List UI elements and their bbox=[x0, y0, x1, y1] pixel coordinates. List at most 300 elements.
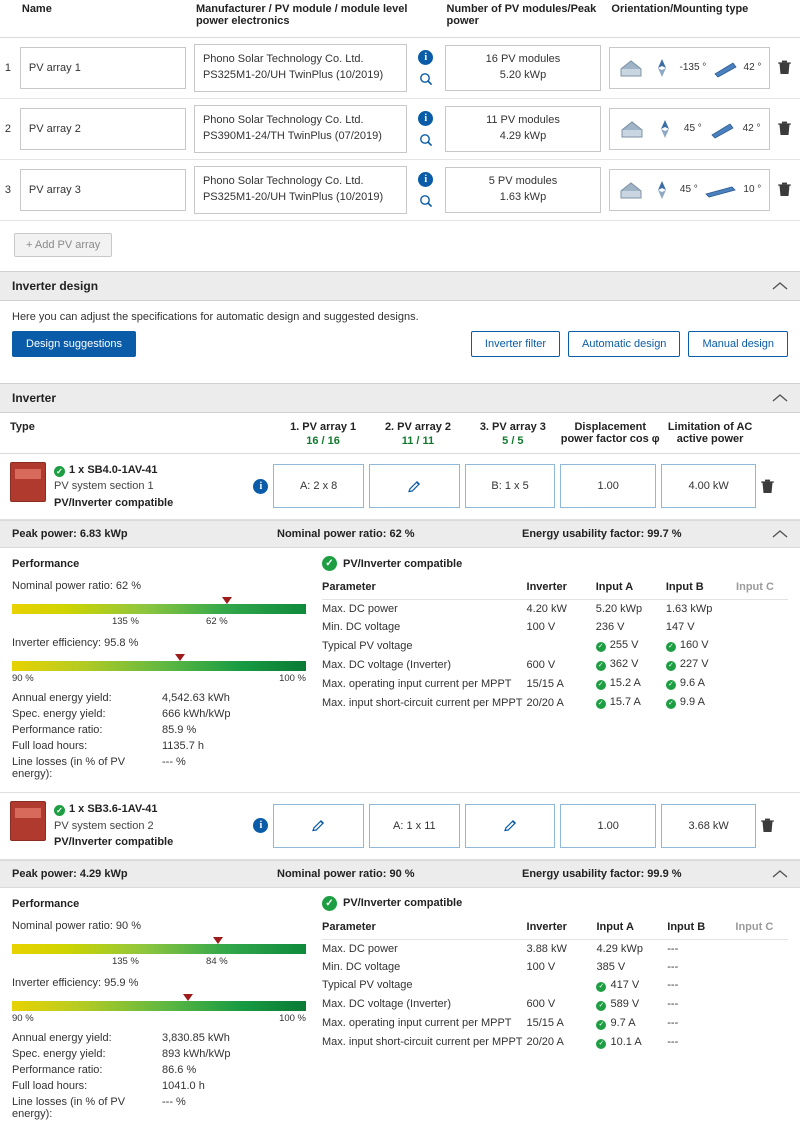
param-input-a bbox=[596, 1033, 667, 1052]
param-input-b: --- bbox=[667, 942, 679, 955]
col-array-2-label: 2. PV array 2 bbox=[384, 420, 451, 433]
inverter-efficiency-label: Inverter efficiency: 95.9 % bbox=[12, 976, 139, 989]
param-input-a: 385 V bbox=[596, 960, 626, 973]
pv-power-box[interactable] bbox=[445, 167, 602, 213]
col-array-3-label: 3. PV array 3 bbox=[479, 420, 546, 433]
param-input-a bbox=[596, 674, 666, 693]
param-input-c bbox=[736, 655, 788, 674]
house-icon bbox=[619, 118, 645, 140]
pv-array-header-row bbox=[0, 0, 800, 38]
manufacturer-value: Phono Solar Technology Co. Ltd. bbox=[202, 113, 364, 126]
status-ok-icon: ✓ bbox=[596, 982, 606, 992]
pv-array-name-cell bbox=[16, 159, 190, 220]
param-input-b-value: 227 V bbox=[679, 658, 709, 671]
efficiency-ticks bbox=[12, 673, 306, 686]
nominal-ratio-summary: Nominal power ratio: 90 % bbox=[277, 867, 415, 880]
param-input-c bbox=[735, 958, 788, 976]
table-row bbox=[322, 976, 788, 995]
inverter-table-header bbox=[0, 413, 800, 454]
param-inverter: 20/20 A bbox=[526, 1036, 564, 1049]
module-count-value: 16 PV modules bbox=[485, 53, 561, 65]
pv-array-name-cell bbox=[16, 38, 190, 99]
nominal-ratio-label: Nominal power ratio: 62 % bbox=[12, 580, 142, 593]
param-input-c bbox=[735, 976, 788, 995]
performance-title: Performance bbox=[12, 897, 80, 910]
inverter-detail-body bbox=[0, 548, 800, 792]
pv-array-name-input[interactable] bbox=[20, 108, 186, 150]
pv-module-cell bbox=[190, 159, 411, 220]
param-col-input-c: Input C bbox=[735, 919, 788, 940]
table-row bbox=[322, 995, 788, 1014]
param-input-c bbox=[736, 674, 788, 693]
inverter-compat: PV/Inverter compatible bbox=[54, 496, 174, 509]
tilt-value: 42 ° bbox=[742, 123, 761, 135]
status-ok-icon: ✓ bbox=[666, 699, 676, 709]
inverter-title-value: 1 x SB3.6-1AV-41 bbox=[69, 803, 158, 816]
module-actions-cell bbox=[411, 98, 441, 159]
performance-panel bbox=[0, 556, 318, 782]
param-input-a: 5.20 kWp bbox=[595, 603, 643, 616]
param-input-a: 236 V bbox=[595, 621, 625, 634]
status-ok-icon: ✓ bbox=[666, 680, 676, 690]
param-input-c bbox=[735, 995, 788, 1014]
param-input-b-value: 160 V bbox=[679, 639, 709, 652]
param-col-input-a: Input A bbox=[596, 579, 666, 600]
perf-key: Line losses (in % of PV energy): bbox=[12, 1095, 126, 1120]
col-power: Number of PV modules/Peak power bbox=[441, 0, 606, 38]
trash-icon[interactable] bbox=[761, 479, 790, 494]
perf-value: 4,542.63 kWh bbox=[162, 692, 230, 705]
param-input-a-value: 417 V bbox=[610, 978, 640, 991]
param-input-b-value: 9.6 A bbox=[679, 677, 705, 690]
param-inverter: 3.88 kW bbox=[526, 942, 567, 955]
pv-orientation-cell bbox=[605, 159, 774, 220]
status-ok-icon: ✓ bbox=[596, 642, 606, 652]
array-2-assignment[interactable] bbox=[369, 804, 460, 848]
perf-value: --- % bbox=[162, 756, 186, 769]
chevron-up-icon[interactable] bbox=[772, 281, 788, 291]
delete-cell bbox=[774, 98, 800, 159]
orientation-box[interactable] bbox=[609, 169, 770, 211]
status-ok-icon: ✓ bbox=[666, 661, 676, 671]
param-inverter bbox=[527, 976, 597, 995]
parameters-table bbox=[322, 579, 788, 712]
pv-array-table bbox=[0, 0, 800, 221]
pv-module-input[interactable] bbox=[194, 166, 407, 214]
col-array-2 bbox=[371, 421, 466, 447]
status-ok-icon: ✓ bbox=[322, 896, 337, 911]
perf-row bbox=[12, 690, 306, 706]
param-input-c bbox=[736, 693, 788, 712]
inverter-compat: PV/Inverter compatible bbox=[54, 836, 174, 849]
table-row bbox=[0, 38, 800, 99]
param-col-parameter: Parameter bbox=[322, 579, 527, 600]
table-row bbox=[322, 655, 788, 674]
param-input-b: --- bbox=[667, 998, 679, 1011]
col-array-3 bbox=[465, 421, 560, 447]
param-name: Min. DC voltage bbox=[322, 960, 401, 973]
col-displacement: Displacement power factor cos φ bbox=[560, 420, 660, 445]
col-name: Name bbox=[16, 0, 190, 38]
manual-design-button[interactable]: Manual design bbox=[688, 331, 788, 357]
inverter-filter-button[interactable]: Inverter filter bbox=[471, 331, 560, 357]
table-row bbox=[322, 636, 788, 655]
tilt-value: 10 ° bbox=[743, 184, 762, 196]
inverter-summary-bar[interactable] bbox=[0, 520, 800, 548]
azimuth-value: 45 ° bbox=[679, 184, 698, 196]
cos-phi-field[interactable] bbox=[560, 804, 655, 848]
param-input-a bbox=[596, 655, 666, 674]
pencil-icon bbox=[311, 818, 326, 833]
performance-title: Performance bbox=[12, 558, 80, 571]
pv-module-input[interactable] bbox=[194, 44, 407, 92]
param-input-a: 4.29 kWp bbox=[596, 942, 643, 955]
status-ok-icon: ✓ bbox=[596, 680, 606, 690]
pv-array-name-input[interactable] bbox=[20, 47, 186, 89]
param-name: Max. operating input current per MPPT bbox=[322, 1017, 512, 1030]
compat-title: PV/Inverter compatible bbox=[343, 557, 463, 570]
perf-row bbox=[12, 1062, 306, 1078]
status-ok-icon: ✓ bbox=[596, 1039, 606, 1049]
search-icon[interactable] bbox=[419, 133, 433, 147]
inverter-section-title: Inverter bbox=[12, 390, 57, 405]
info-icon[interactable]: i bbox=[253, 818, 268, 833]
automatic-design-button[interactable]: Automatic design bbox=[568, 331, 680, 357]
param-input-c bbox=[736, 600, 788, 619]
inverter-info-cell bbox=[248, 479, 273, 494]
table-row bbox=[0, 159, 800, 220]
perf-value: 1041.0 h bbox=[162, 1079, 205, 1092]
status-ok-icon: ✓ bbox=[54, 805, 65, 816]
search-icon[interactable] bbox=[419, 72, 433, 86]
param-input-c bbox=[735, 1014, 788, 1033]
param-inverter: 600 V bbox=[526, 658, 556, 671]
perf-value: --- % bbox=[162, 1095, 186, 1108]
nominal-ratio-ticks bbox=[12, 956, 306, 969]
eff-tick-left: 90 % bbox=[12, 673, 34, 685]
perf-row bbox=[12, 1030, 306, 1046]
perf-key: Spec. energy yield: bbox=[12, 708, 106, 721]
nominal-tick-right: 62 % bbox=[206, 616, 228, 628]
eff-tick-right: 100 % bbox=[279, 1012, 306, 1024]
inverter-title bbox=[54, 462, 173, 479]
trash-icon[interactable] bbox=[778, 121, 796, 136]
nominal-tick-left: 135 % bbox=[111, 955, 139, 967]
parameters-panel bbox=[318, 556, 800, 782]
perf-row bbox=[12, 1094, 306, 1122]
perf-key: Full load hours: bbox=[12, 740, 88, 753]
peak-power-summary: Peak power: 4.29 kWp bbox=[12, 867, 128, 880]
inverter-summary-bar[interactable] bbox=[0, 860, 800, 888]
perf-value: 86.6 % bbox=[162, 1063, 197, 1076]
info-icon[interactable]: i bbox=[418, 172, 433, 187]
col-array-2-count: 11 / 11 bbox=[401, 434, 435, 447]
house-icon bbox=[618, 179, 644, 201]
pv-module-cell bbox=[190, 38, 411, 99]
chevron-up-icon[interactable] bbox=[772, 393, 788, 403]
param-inverter: 600 V bbox=[526, 998, 556, 1011]
table-row bbox=[322, 600, 788, 619]
param-input-c bbox=[735, 1033, 788, 1052]
nominal-ratio-ticks bbox=[12, 616, 306, 629]
trash-icon[interactable] bbox=[778, 60, 796, 75]
usability-summary: Energy usability factor: 99.7 % bbox=[522, 528, 682, 541]
param-input-b: --- bbox=[667, 960, 679, 973]
array-1-assignment[interactable] bbox=[273, 804, 364, 848]
param-inverter: 100 V bbox=[526, 621, 556, 634]
col-array-3-count: 5 / 5 bbox=[502, 434, 524, 447]
performance-panel bbox=[0, 896, 318, 1122]
param-input-a-value: 589 V bbox=[610, 997, 640, 1010]
efficiency-ticks bbox=[12, 1013, 306, 1026]
parameters-header-row bbox=[322, 579, 788, 600]
perf-key: Annual energy yield: bbox=[12, 692, 112, 705]
param-inverter bbox=[527, 636, 596, 655]
ac-limit-field[interactable] bbox=[661, 464, 756, 508]
param-input-c bbox=[736, 618, 788, 636]
param-input-c bbox=[735, 939, 788, 958]
table-row bbox=[322, 674, 788, 693]
inverter-efficiency-label: Inverter efficiency: 95.8 % bbox=[12, 637, 139, 650]
param-input-b-value: 9.9 A bbox=[679, 696, 705, 709]
inverter-design-section-header[interactable] bbox=[0, 271, 800, 301]
pv-array-name-input[interactable] bbox=[20, 169, 186, 211]
array-3-assignment[interactable] bbox=[465, 804, 556, 848]
col-array-1-label: 1. PV array 1 bbox=[290, 420, 357, 433]
eff-tick-right: 100 % bbox=[279, 673, 306, 685]
param-input-a bbox=[596, 995, 667, 1014]
param-col-input-b: Input B bbox=[667, 919, 735, 940]
status-ok-icon: ✓ bbox=[666, 642, 676, 652]
param-input-b: --- bbox=[667, 979, 679, 992]
usability-summary: Energy usability factor: 99.9 % bbox=[522, 867, 682, 880]
param-name: Max. DC power bbox=[322, 603, 398, 616]
peak-power-value: 5.20 kWp bbox=[499, 68, 547, 81]
compat-title: PV/Inverter compatible bbox=[343, 897, 463, 910]
inverter-design-title: Inverter design bbox=[12, 278, 99, 293]
param-inverter: 15/15 A bbox=[526, 677, 564, 690]
inverter-detail-body bbox=[0, 888, 800, 1132]
param-input-a-value: 255 V bbox=[609, 639, 639, 652]
pv-power-cell bbox=[441, 98, 606, 159]
cos-phi-field[interactable] bbox=[560, 464, 655, 508]
manufacturer-value: Phono Solar Technology Co. Ltd. bbox=[202, 53, 364, 65]
eff-tick-left: 90 % bbox=[12, 1012, 34, 1024]
param-name: Typical PV voltage bbox=[322, 979, 413, 992]
orientation-box[interactable] bbox=[609, 47, 770, 89]
perf-row bbox=[12, 738, 306, 754]
azimuth-value: 45 ° bbox=[683, 123, 702, 135]
param-input-b bbox=[666, 674, 736, 693]
efficiency-marker bbox=[183, 994, 193, 1001]
param-inverter: 15/15 A bbox=[526, 1017, 564, 1030]
peak-power-value: 4.29 kWp bbox=[499, 129, 547, 142]
search-icon[interactable] bbox=[419, 194, 433, 208]
status-ok-icon: ✓ bbox=[322, 556, 337, 571]
perf-row bbox=[12, 722, 306, 738]
param-input-a-value: 15.2 A bbox=[609, 677, 641, 690]
param-input-b: 1.63 kWp bbox=[665, 603, 713, 616]
param-input-a-value: 9.7 A bbox=[610, 1016, 636, 1029]
status-ok-icon: ✓ bbox=[596, 1001, 606, 1011]
table-row bbox=[322, 1014, 788, 1033]
array-1-value: A: 2 x 8 bbox=[299, 480, 338, 493]
inverter-info-cell bbox=[248, 818, 273, 833]
pv-array-name-value: PV array 1 bbox=[28, 61, 81, 74]
delete-cell bbox=[774, 38, 800, 99]
inverter-device[interactable] bbox=[10, 801, 248, 851]
nominal-ratio-gauge bbox=[12, 604, 306, 614]
param-name: Max. DC voltage (Inverter) bbox=[322, 658, 451, 671]
pv-orientation-cell bbox=[605, 98, 774, 159]
delete-cell bbox=[761, 818, 790, 833]
perf-row bbox=[12, 754, 306, 782]
perf-key: Spec. energy yield: bbox=[12, 1047, 106, 1060]
nominal-tick-right: 84 % bbox=[206, 955, 228, 967]
array-2-assignment[interactable] bbox=[369, 464, 460, 508]
array-3-value: B: 1 x 5 bbox=[491, 480, 529, 493]
module-value: PS325M1-20/UH TwinPlus (10/2019) bbox=[202, 68, 384, 81]
param-input-b bbox=[666, 693, 736, 712]
col-array-1 bbox=[276, 421, 371, 447]
info-icon[interactable]: i bbox=[418, 50, 433, 65]
parameters-table bbox=[322, 919, 788, 1052]
design-suggestions-button[interactable]: Design suggestions bbox=[12, 331, 136, 357]
row-index: 1 bbox=[0, 38, 16, 99]
chevron-up-icon[interactable] bbox=[772, 529, 788, 539]
pencil-icon bbox=[407, 479, 422, 494]
info-icon[interactable]: i bbox=[418, 111, 433, 126]
status-ok-icon: ✓ bbox=[596, 1020, 606, 1030]
peak-power-value: 1.63 kWp bbox=[499, 190, 547, 203]
param-col-input-c: Input C bbox=[736, 579, 788, 600]
table-row bbox=[322, 939, 788, 958]
nominal-ratio-summary: Nominal power ratio: 62 % bbox=[277, 528, 415, 541]
module-value: PS325M1-20/UH TwinPlus (10/2019) bbox=[202, 190, 384, 203]
cos-phi-value: 1.00 bbox=[597, 819, 619, 832]
inverter-section-header[interactable] bbox=[0, 383, 800, 413]
perf-row bbox=[12, 1078, 306, 1094]
status-ok-icon: ✓ bbox=[596, 699, 606, 709]
param-name: Max. DC voltage (Inverter) bbox=[322, 998, 451, 1011]
pv-power-box[interactable] bbox=[445, 106, 602, 152]
col-ac-limitation: Limitation of AC active power bbox=[667, 420, 753, 445]
inverter-device[interactable] bbox=[10, 462, 248, 512]
perf-value: 3,830.85 kWh bbox=[162, 1031, 230, 1044]
col-module: Manufacturer / PV module / module level power electronics bbox=[190, 0, 441, 38]
pv-orientation-cell bbox=[605, 38, 774, 99]
col-index bbox=[0, 0, 16, 38]
perf-row bbox=[12, 706, 306, 722]
perf-key: Performance ratio: bbox=[12, 724, 103, 737]
perf-key: Full load hours: bbox=[12, 1079, 88, 1092]
param-name: Typical PV voltage bbox=[322, 639, 413, 652]
trash-icon[interactable] bbox=[778, 182, 796, 197]
nominal-ratio-marker bbox=[222, 597, 232, 604]
pv-module-input[interactable] bbox=[194, 105, 407, 153]
param-name: Max. DC power bbox=[322, 942, 398, 955]
pv-power-box[interactable] bbox=[445, 45, 602, 91]
param-input-a-value: 362 V bbox=[609, 658, 639, 671]
efficiency-marker bbox=[175, 654, 185, 661]
table-row bbox=[322, 1033, 788, 1052]
peak-power-summary: Peak power: 6.83 kWp bbox=[12, 528, 128, 541]
cos-phi-value: 1.00 bbox=[597, 480, 619, 493]
info-icon[interactable]: i bbox=[253, 479, 268, 494]
row-index: 2 bbox=[0, 98, 16, 159]
param-input-b: --- bbox=[667, 1036, 679, 1049]
perf-row bbox=[12, 1046, 306, 1062]
pencil-icon bbox=[503, 818, 518, 833]
inverter-image bbox=[10, 462, 46, 502]
array-2-value: A: 1 x 11 bbox=[393, 819, 436, 832]
orientation-box[interactable] bbox=[609, 108, 770, 150]
param-input-a bbox=[596, 1014, 667, 1033]
col-array-1-count: 16 / 16 bbox=[306, 434, 340, 447]
nominal-ratio-label: Nominal power ratio: 90 % bbox=[12, 919, 142, 932]
parameters-header-row bbox=[322, 919, 788, 940]
pv-power-cell bbox=[441, 38, 606, 99]
inverter-image bbox=[10, 801, 46, 841]
status-ok-icon: ✓ bbox=[596, 661, 606, 671]
param-input-a bbox=[596, 693, 666, 712]
param-input-c bbox=[736, 636, 788, 655]
array-1-assignment[interactable] bbox=[273, 464, 364, 508]
inverter-design-actions bbox=[0, 329, 800, 369]
perf-value: 85.9 % bbox=[162, 724, 197, 737]
manufacturer-value: Phono Solar Technology Co. Ltd. bbox=[202, 174, 364, 187]
row-index: 3 bbox=[0, 159, 16, 220]
compass-icon bbox=[650, 57, 674, 79]
tilt-icon bbox=[709, 119, 735, 139]
param-inverter: 100 V bbox=[526, 960, 556, 973]
module-actions-cell bbox=[411, 159, 441, 220]
module-count-value: 5 PV modules bbox=[488, 174, 558, 187]
array-3-assignment[interactable] bbox=[465, 464, 556, 508]
table-row bbox=[322, 693, 788, 712]
inverter-design-note: Here you can adjust the specifications for automatic design and suggested designs. bbox=[12, 310, 419, 323]
compat-header bbox=[322, 556, 788, 571]
param-col-inverter: Inverter bbox=[527, 919, 597, 940]
ac-limit-field[interactable] bbox=[661, 804, 756, 848]
module-value: PS390M1-24/TH TwinPlus (07/2019) bbox=[202, 129, 382, 142]
param-inverter: 4.20 kW bbox=[526, 603, 567, 616]
inverter-subtitle: PV system section 2 bbox=[54, 819, 154, 832]
perf-value: 666 kWh/kWp bbox=[162, 708, 231, 721]
pv-module-cell bbox=[190, 98, 411, 159]
tilt-icon bbox=[704, 182, 738, 198]
inverter-title-value: 1 x SB4.0-1AV-41 bbox=[69, 463, 158, 476]
add-pv-array-button[interactable]: + Add PV array bbox=[14, 233, 112, 257]
perf-value: 1135.7 h bbox=[162, 740, 205, 753]
param-name: Max. input short-circuit current per MPPT bbox=[322, 1036, 523, 1049]
nominal-ratio-marker bbox=[213, 937, 223, 944]
param-input-a-value: 15.7 A bbox=[609, 696, 641, 709]
pv-array-name-value: PV array 2 bbox=[28, 122, 81, 135]
compass-icon bbox=[653, 118, 677, 140]
chevron-up-icon[interactable] bbox=[772, 869, 788, 879]
inverter-subtitle: PV system section 1 bbox=[54, 480, 154, 493]
delete-cell bbox=[774, 159, 800, 220]
param-input-b bbox=[666, 636, 736, 655]
delete-cell bbox=[761, 479, 790, 494]
param-input-a bbox=[596, 976, 667, 995]
param-input-a bbox=[596, 636, 666, 655]
compat-header bbox=[322, 896, 788, 911]
param-input-a-value: 10.1 A bbox=[610, 1035, 642, 1048]
trash-icon[interactable] bbox=[761, 818, 790, 833]
tilt-value: 42 ° bbox=[743, 62, 762, 74]
